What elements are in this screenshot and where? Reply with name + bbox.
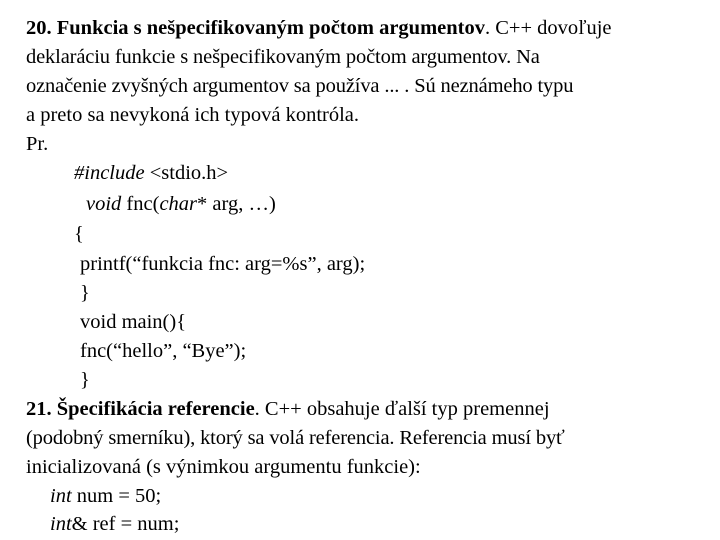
code-include-keyword: #include (74, 162, 145, 184)
section-20-line-4: a preto sa nevykoná ich typová kontróla. (26, 104, 360, 126)
code-include-rest: <stdio.h> (144, 162, 229, 184)
code-void-keyword: void (86, 193, 122, 215)
section-21-heading (26, 395, 550, 424)
code-fnc-mid: fnc( (121, 193, 160, 215)
section-20-line-3: označenie zvyšných argumentov sa používa ... . Sú neznámeho typu (26, 75, 574, 97)
section-20-line-2: deklaráciu funkcie s nešpecifikovaným počtom argumentov. Na (26, 46, 540, 68)
section-21-line-3: inicializovaná (s výnimkou argumentu funkcie): (26, 456, 421, 478)
section-21-title-rest: . C++ obsahuje ďalší typ premennej (254, 398, 550, 420)
code-fnc-rest: * arg, …) (197, 193, 276, 215)
example-label: Pr. (26, 133, 49, 155)
section-20-title-rest: . C++ dovoľuje (484, 17, 612, 39)
section-21-title: 21. Špecifikácia referencie (26, 398, 255, 420)
code-include-line (74, 159, 228, 188)
section-21-line-2: (podobný smerníku), ktorý sa volá referencia. Referencia musí byť (26, 427, 565, 449)
code-call-line: fnc(“hello”, “Bye”); (80, 340, 247, 362)
code-int-ref-line (50, 510, 179, 539)
code-close-brace-1: } (80, 282, 90, 304)
section-20-title: 20. Funkcia s nešpecifikovaným počtom argumentov (26, 17, 485, 39)
code-int-keyword-1: int (50, 485, 72, 507)
code-char-keyword: char (159, 193, 198, 215)
section-20-heading (26, 14, 612, 43)
code-int-keyword-2: int (50, 513, 72, 535)
code-fnc-signature (86, 190, 276, 219)
code-open-brace: { (74, 223, 84, 245)
code-main-line: void main(){ (80, 311, 187, 333)
code-close-brace-2: } (80, 369, 90, 391)
code-printf-line: printf(“funkcia fnc: arg=%s”, arg); (80, 253, 366, 275)
code-int-num-line (50, 482, 161, 511)
code-num-rest: num = 50; (71, 485, 162, 507)
code-ref-rest: & ref = num; (71, 513, 180, 535)
